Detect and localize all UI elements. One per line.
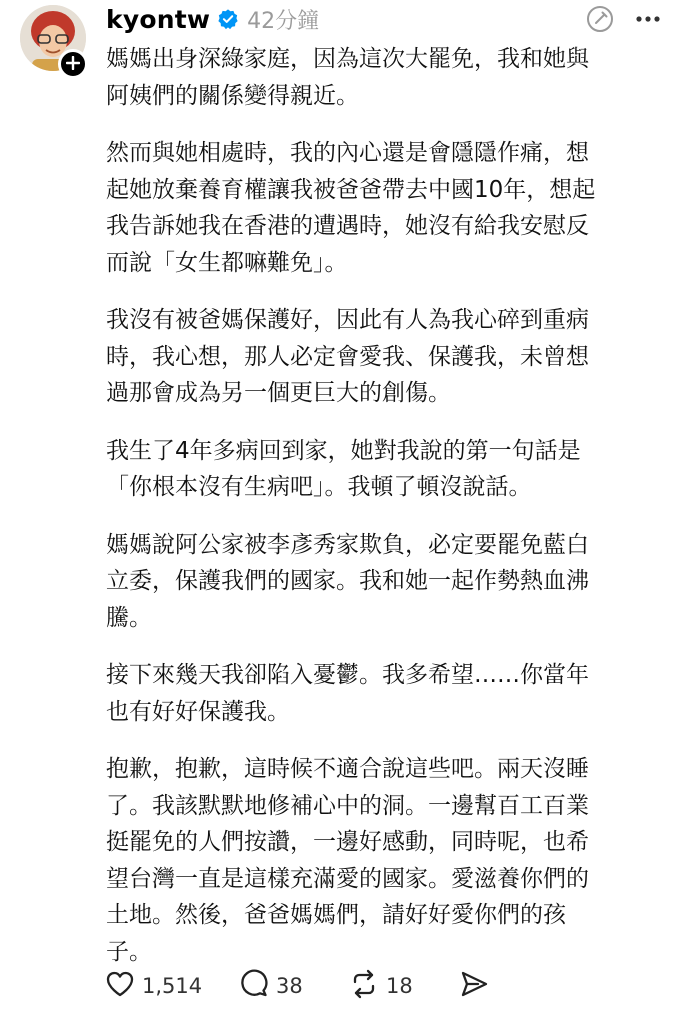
- heart-icon: [104, 968, 136, 1004]
- share-button[interactable]: [458, 968, 490, 1004]
- post-paragraph: 我生了4年多病回到家，她對我說的第一句話是 「你根本沒有生病吧」。我頓了頓沒說話。: [106, 437, 581, 500]
- post-paragraph: 接下來幾天我卻陷入憂鬱。我多希望……你當年 也有好好保護我。: [106, 662, 589, 725]
- repost-count: 18: [386, 974, 413, 998]
- post-body: [106, 41, 666, 991]
- post-paragraph: 媽媽出身深綠家庭，因為這次大罷免，我和她與 阿姨們的關係變得親近。: [106, 46, 589, 109]
- edit-circle-icon[interactable]: [585, 4, 615, 34]
- post-timestamp: 42分鐘: [247, 8, 320, 34]
- repost-button[interactable]: [348, 968, 458, 1004]
- header-actions: [585, 4, 663, 34]
- like-button[interactable]: [104, 968, 238, 1004]
- repost-icon: [348, 968, 380, 1004]
- send-icon: [458, 968, 490, 1004]
- comment-count: 38: [276, 974, 303, 998]
- comment-bubble-icon: [238, 968, 270, 1004]
- post-paragraph: 抱歉，抱歉，這時候不適合說這些吧。兩天沒睡 了。我該默默地修補心中的洞。一邊幫百工百業 挺罷免的人們按讚，一邊好感動，同時呢，也希 望台灣一直是這樣充滿愛的國家。愛滋養你們的 土地。然後，爸爸媽媽們，請好好愛你們的孩 子。: [106, 756, 589, 965]
- more-dots-icon[interactable]: [633, 4, 663, 34]
- post-paragraph: 我沒有被爸媽保護好，因此有人為我心碎到重病 時，我心想，那人必定會愛我、保護我，未曾想 過那會成為另一個更巨大的創傷。: [106, 307, 589, 406]
- verified-badge-icon: [217, 8, 239, 30]
- post-paragraph: 然而與她相處時，我的內心還是會隱隱作痛，想 起她放棄養育權讓我被爸爸帶去中國10年，想起 我告訴她我在香港的遭遇時，她沒有給我安慰反 而說「女生都嘛難免」。: [106, 140, 596, 276]
- follow-button[interactable]: [58, 49, 88, 79]
- avatar-container: [20, 5, 86, 71]
- username[interactable]: kyontw: [106, 4, 211, 34]
- post-header: [106, 0, 319, 38]
- post-actions-bar: [104, 968, 490, 1004]
- plus-icon: [66, 55, 80, 74]
- comment-button[interactable]: [238, 968, 348, 1004]
- post-paragraph: 媽媽說阿公家被李彥秀家欺負，必定要罷免藍白 立委，保護我們的國家。我和她一起作勢熱血沸 騰。: [106, 531, 589, 631]
- like-count: 1,514: [142, 974, 203, 998]
